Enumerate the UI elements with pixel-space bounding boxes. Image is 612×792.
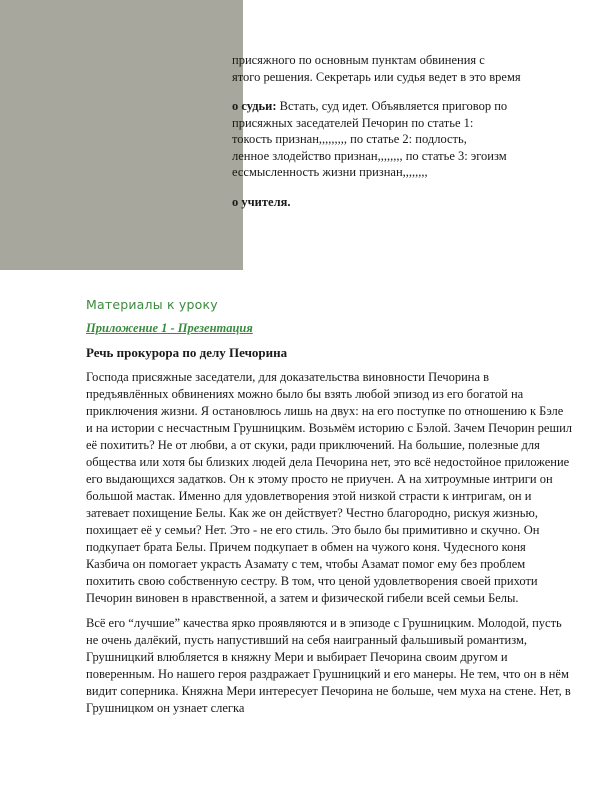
speech-body	[86, 369, 572, 725]
fragment-line: ятого решения. Секретарь или судья ведет в это время	[232, 69, 521, 84]
fragment-line: ессмысленность жизни признан,,,,,,,,	[232, 165, 428, 179]
speech-paragraph: Всё его “лучшие” качества ярко проявляются и в эпизоде с Грушницким. Молодой, пусть не очень далёкий, пусть напустивший на себя наигранный фальшивый романтизм, Грушницкий влюбляется в княжну Мери и выбирает Печорина своим другом и поверенным. Но нашего героя раздражает Грушницкий и его манеры. Не тем, что он в нём видит соперника. Княжна Мери интересует Печорина не больше, чем муха на стене. Нет, в Грушницком он узнает слегка	[86, 616, 571, 715]
fragment-line: присяжного по основным пунктам обвинения с	[232, 53, 485, 67]
fragment-line: токость признан,,,,,,,,, по статье 2: подлость,	[232, 132, 467, 146]
teacher-label: о учителя.	[232, 194, 291, 209]
fragment-line: ленное злодейство признан,,,,,,,, по статье 3: эгоизм	[232, 148, 507, 163]
image-placeholder	[0, 0, 243, 270]
appendix-link[interactable]: Приложение 1 - Презентация	[86, 321, 253, 335]
judge-label: о судьи:	[232, 99, 277, 113]
page-top-fragment	[232, 52, 564, 223]
section-heading: Материалы к уроку	[86, 297, 218, 312]
fragment-line: присяжных заседателей Печорин по статье 1:	[232, 115, 474, 130]
speech-paragraph: Господа присяжные заседатели, для доказательства виновности Печорина в предъявлённых обвинениях можно было бы взять любой эпизод из его богатой на приключения жизни. Я остановлюсь лишь на двух: на его поступке по отношению к Бэле и на истории с несчастным Грушницким. Возьмём историю с Бэлой. Зачем Печорин решил её похитить? Не от любви, а от скуки, ради приключений. На большие, полезные для общества или хотя бы близких людей дела Печорина нет, это всё недостойное приложение его выдающихся задатков. Он к этому просто не приучен. А на хитроумные интриги он большой мастак. Именно для удовлетворения этой низкой страсти к интригам, он и затевает похищение Белы. Как же он действует? Честно благородно, рискуя жизнью, похищает её у семьи? Нет. Это - не его стиль. Это было бы примитивно и скучно. Он подкупает брата Белы. Причем подкупает в обмен на чужого коня. Чудесного коня Казбича он помогает украсть Азамату с тем, чтобы Азамат помог ему без проблем похитить свою собственную сестру. В том, что ценой удовлетворения своей прихоти Печорин виновен в нравственной, а затем и физической гибели всей семьи Белы.	[86, 370, 573, 605]
fragment-line: Встать, суд идет. Объявляется приговор по	[276, 99, 508, 113]
speech-title: Речь прокурора по делу Печорина	[86, 345, 288, 360]
